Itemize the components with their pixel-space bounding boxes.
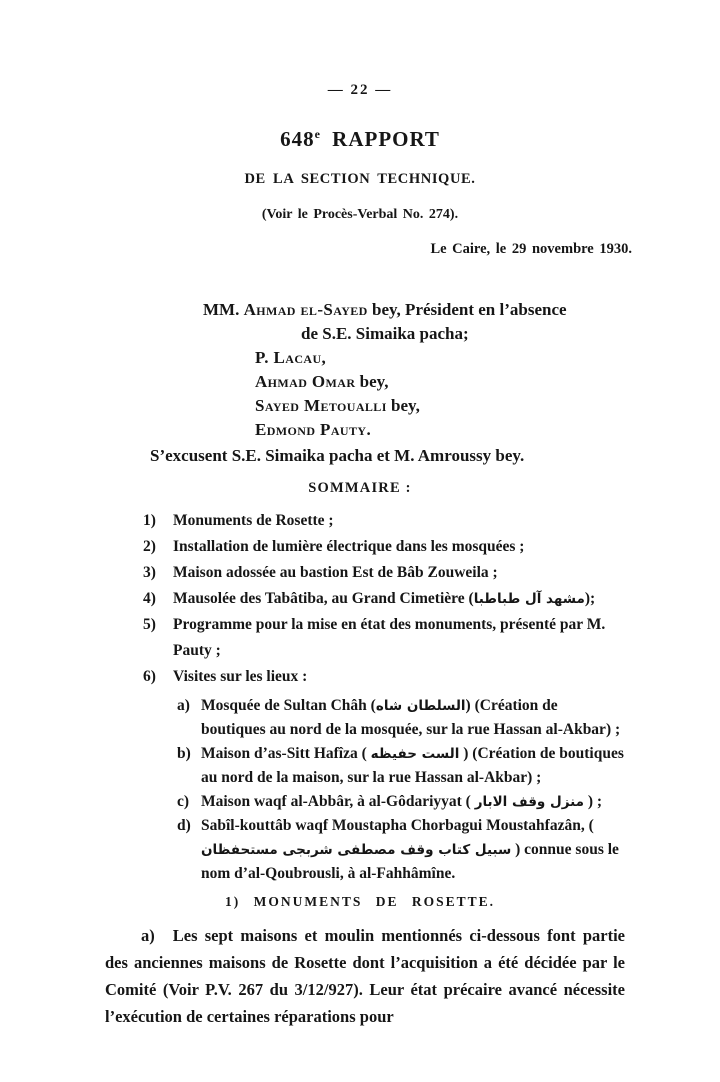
body-paragraph	[105, 922, 625, 1030]
subitem-letter: c)	[177, 793, 190, 810]
arabic-inline: منزل وقف الابار	[474, 794, 584, 810]
member-name: Ahmad Omar	[255, 372, 356, 391]
subitem-text	[201, 814, 625, 886]
member-name: Edmond Pauty	[255, 420, 367, 439]
sommaire-sublist	[177, 694, 625, 886]
subitem-text-before: Maison d’as-Sitt Hafîza (	[201, 745, 371, 762]
attendees-prefix: MM.	[203, 300, 244, 319]
member-row	[255, 370, 720, 394]
president-rest: bey, Président en l’absence	[367, 300, 567, 319]
sommaire-heading: SOMMAIRE :	[308, 480, 412, 496]
sommaire-item	[143, 508, 625, 534]
section-heading: 1) MONUMENTS DE ROSETTE.	[224, 894, 496, 909]
arabic-inline: السلطان شاه	[375, 698, 466, 714]
subitem-text	[201, 694, 625, 742]
member-name: P. Lacau	[255, 348, 322, 367]
member-rest: bey,	[386, 396, 420, 415]
sommaire-item	[143, 586, 625, 612]
dateline: Le Caire, le 29 novembre 1930.	[430, 241, 632, 257]
item-number: 1)	[143, 512, 156, 529]
member-rest: .	[366, 420, 371, 439]
item-text	[173, 586, 625, 612]
item-text: Monuments de Rosette ;	[173, 512, 334, 529]
item-number: 3)	[143, 564, 156, 581]
subitem-text-after: ) (Création de boutiques au nord de la mosquée, sur la rue Hassan al-Akbar) ;	[201, 697, 621, 738]
item-number: 6)	[143, 668, 156, 685]
member-rest: ,	[321, 348, 326, 367]
report-title-word: RAPPORT	[320, 127, 440, 151]
item-text-after: );	[584, 590, 596, 607]
paragraph-label: a)	[141, 926, 155, 945]
president-line	[203, 298, 720, 322]
reference-note: (Voir le Procès-Verbal No. 274).	[261, 207, 459, 222]
item-text: Maison adossée au bastion Est de Bâb Zouweila ;	[173, 564, 498, 581]
subitem-text	[201, 790, 625, 814]
subitem-letter: b)	[177, 745, 191, 762]
item-text-before: Mausolée des Tabâtiba, au Grand Cimetière (	[173, 590, 474, 607]
item-number: 4)	[143, 590, 156, 607]
subitem-letter: a)	[177, 697, 190, 714]
subitem-text	[201, 742, 625, 790]
sommaire-subitem	[177, 790, 625, 814]
report-title-ordinal: e	[314, 127, 321, 141]
president-name: Ahmad el-Sayed	[243, 300, 368, 319]
sommaire-subitem	[177, 694, 625, 742]
sommaire-subitem	[177, 814, 625, 886]
attendees-block	[0, 298, 720, 468]
subitem-letter: d)	[177, 817, 191, 834]
arabic-inline: مشهد آل طباطبا	[473, 591, 585, 607]
report-subtitle: DE LA SECTION TECHNIQUE.	[244, 171, 476, 187]
arabic-inline: الست حفيظه	[370, 746, 460, 762]
sommaire-item	[143, 534, 625, 560]
arabic-inline: سبيل كتاب وقف مصطفى شربجى مستحفظان	[201, 842, 512, 858]
item-number: 5)	[143, 616, 156, 633]
item-text: Visites sur les lieux :	[173, 668, 308, 685]
report-title	[0, 127, 720, 152]
item-number: 2)	[143, 538, 156, 555]
subitem-text-before: Mosquée de Sultan Châh (	[201, 697, 376, 714]
sommaire-item	[143, 664, 625, 690]
page-number: — 22 —	[327, 82, 393, 98]
excused-line: S’excusent S.E. Simaika pacha et M. Amroussy bey.	[150, 446, 525, 465]
subitem-text-before: Maison waqf al-Abbâr, à al-Gôdariyyat (	[201, 793, 475, 810]
sommaire-subitem	[177, 742, 625, 790]
sommaire-item	[143, 612, 625, 664]
subitem-text-before: Sabîl-kouttâb waqf Moustapha Chorbagui Moustahfazân, (	[201, 817, 594, 834]
sommaire-list	[143, 508, 625, 690]
subitem-text-after: ) connue sous le nom d’al-Qoubrousli, à al-Fahhâmîne.	[201, 841, 619, 882]
report-title-number: 648	[280, 127, 315, 151]
member-rest: bey,	[355, 372, 389, 391]
member-row	[255, 394, 720, 418]
sommaire-item	[143, 560, 625, 586]
president-line-2: de S.E. Simaika pacha;	[301, 324, 469, 343]
member-name: Sayed Metoualli	[255, 396, 387, 415]
item-text: Installation de lumière électrique dans les mosquées ;	[173, 538, 525, 555]
member-row	[255, 418, 720, 442]
subitem-text-after: ) (Création de boutiques au nord de la maison, sur la rue Hassan al-Akbar) ;	[201, 745, 624, 786]
subitem-text-after: ) ;	[583, 793, 603, 810]
item-text: Programme pour la mise en état des monuments, présenté par M. Pauty ;	[173, 616, 606, 659]
paragraph-text: Les sept maisons et moulin mentionnés ci-dessous font partie des anciennes maisons de Rosette dont l’acquisition a été décidée par le Comité (Voir P.V. 267 du 3/12/927). Leur état précaire avancé nécessite l’exécution de certaines réparations pour	[105, 926, 625, 1026]
member-row	[255, 346, 720, 370]
